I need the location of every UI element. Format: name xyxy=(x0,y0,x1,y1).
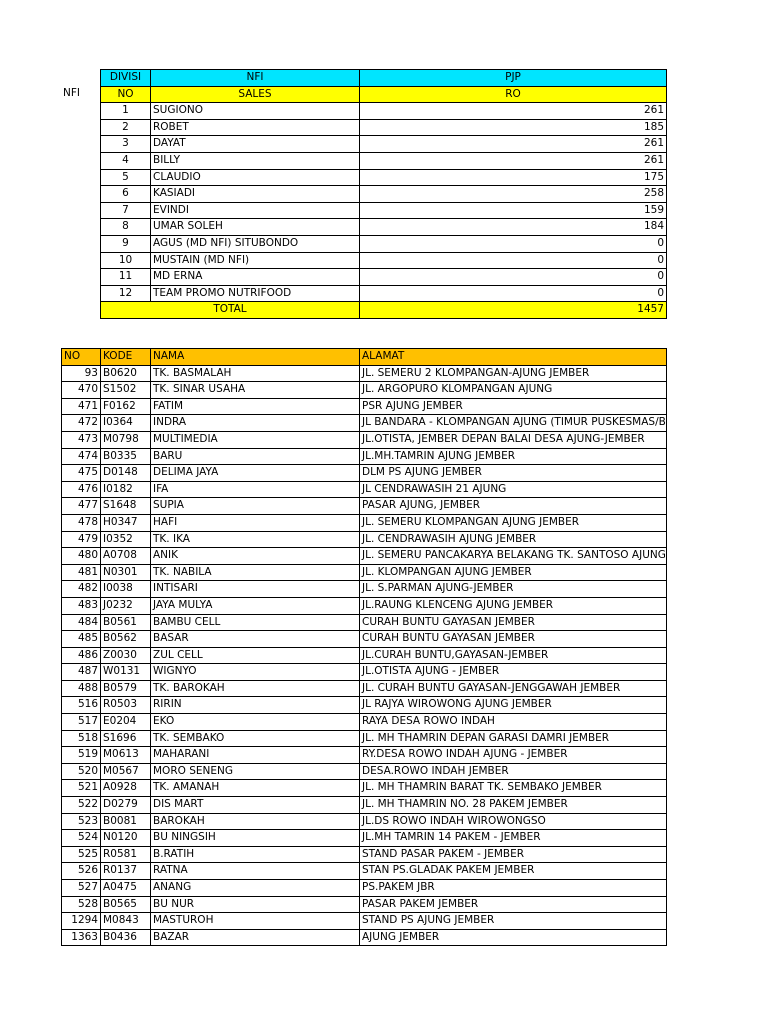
table-row xyxy=(62,564,667,581)
header-no: NO xyxy=(101,86,151,103)
outlet-kode-cell: D0279 xyxy=(101,797,151,814)
sales-no-cell: 5 xyxy=(101,169,151,186)
outlet-alamat-cell: STAND PS AJUNG JEMBER xyxy=(360,913,667,930)
sales-ro-cell: 185 xyxy=(360,119,667,136)
sales-no-cell: 10 xyxy=(101,252,151,269)
outlet-nama-cell: DELIMA JAYA xyxy=(151,465,360,482)
outlet-nama-cell: TK. BAROKAH xyxy=(151,680,360,697)
outlet-alamat-cell: JL. MH THAMRIN BARAT TK. SEMBAKO JEMBER xyxy=(360,780,667,797)
outlet-alamat-cell: JL RAJYA WIROWONG AJUNG JEMBER xyxy=(360,697,667,714)
outlet-no-cell: 477 xyxy=(62,498,101,515)
sales-ro-cell: 261 xyxy=(360,103,667,120)
outlet-no-cell: 521 xyxy=(62,780,101,797)
table-row xyxy=(62,498,667,515)
outlet-nama-cell: BAROKAH xyxy=(151,813,360,830)
outlet-nama-cell: B.RATIH xyxy=(151,846,360,863)
outlet-kode-cell: N0120 xyxy=(101,830,151,847)
outlet-kode-cell: B0335 xyxy=(101,448,151,465)
outlet-kode-cell: H0347 xyxy=(101,514,151,531)
outlet-no-cell: 488 xyxy=(62,680,101,697)
outlet-no-cell: 476 xyxy=(62,481,101,498)
total-value: 1457 xyxy=(360,302,667,319)
sales-name-cell: DAYAT xyxy=(151,136,360,153)
sales-name-cell: CLAUDIO xyxy=(151,169,360,186)
outlet-nama-cell: SUPIA xyxy=(151,498,360,515)
table-row xyxy=(62,780,667,797)
summary-header-row-1 xyxy=(101,70,667,87)
table-row xyxy=(62,863,667,880)
outlet-no-cell: 519 xyxy=(62,747,101,764)
outlet-nama-cell: TK. IKA xyxy=(151,531,360,548)
outlet-alamat-cell: JL. ARGOPURO KLOMPANGAN AJUNG xyxy=(360,382,667,399)
outlet-kode-cell: A0708 xyxy=(101,548,151,565)
outlet-nama-cell: MORO SENENG xyxy=(151,763,360,780)
table-row xyxy=(62,747,667,764)
table-row xyxy=(101,235,667,252)
outlet-nama-cell: MULTIMEDIA xyxy=(151,431,360,448)
outlet-alamat-cell: JL.RAUNG KLENCENG AJUNG JEMBER xyxy=(360,597,667,614)
outlet-alamat-cell: JL. MH THAMRIN DEPAN GARASI DAMRI JEMBER xyxy=(360,730,667,747)
table-row xyxy=(101,169,667,186)
outlet-no-cell: 523 xyxy=(62,813,101,830)
header-nama: NAMA xyxy=(151,349,360,366)
outlet-kode-cell: B0561 xyxy=(101,614,151,631)
table-row xyxy=(62,896,667,913)
outlet-nama-cell: TK. AMANAH xyxy=(151,780,360,797)
total-row xyxy=(101,302,667,319)
outlet-alamat-cell: DESA.ROWO INDAH JEMBER xyxy=(360,763,667,780)
table-row xyxy=(62,664,667,681)
outlet-alamat-cell: JL.CURAH BUNTU,GAYASAN-JEMBER xyxy=(360,647,667,664)
outlet-nama-cell: BAZAR xyxy=(151,929,360,946)
outlet-no-cell: 526 xyxy=(62,863,101,880)
header-alamat: ALAMAT xyxy=(360,349,667,366)
outlet-kode-cell: R0581 xyxy=(101,846,151,863)
outlet-table-body xyxy=(62,349,667,946)
outlet-nama-cell: TK. SINAR USAHA xyxy=(151,382,360,399)
outlet-no-cell: 474 xyxy=(62,448,101,465)
sales-no-cell: 12 xyxy=(101,285,151,302)
table-row xyxy=(101,252,667,269)
outlet-alamat-cell: JL. CURAH BUNTU GAYASAN-JENGGAWAH JEMBER xyxy=(360,680,667,697)
outlet-no-cell: 479 xyxy=(62,531,101,548)
table-row xyxy=(62,680,667,697)
outlet-nama-cell: DIS MART xyxy=(151,797,360,814)
outlet-alamat-cell: CURAH BUNTU GAYASAN JEMBER xyxy=(360,631,667,648)
outlet-no-cell: 473 xyxy=(62,431,101,448)
outlet-nama-cell: INDRA xyxy=(151,415,360,432)
table-row xyxy=(62,548,667,565)
outlet-kode-cell: I0352 xyxy=(101,531,151,548)
outlet-no-cell: 480 xyxy=(62,548,101,565)
outlet-no-cell: 472 xyxy=(62,415,101,432)
outlet-alamat-cell: STAN PS.GLADAK PAKEM JEMBER xyxy=(360,863,667,880)
outlet-no-cell: 482 xyxy=(62,581,101,598)
sales-ro-cell: 175 xyxy=(360,169,667,186)
sales-ro-cell: 258 xyxy=(360,186,667,203)
table-row xyxy=(101,219,667,236)
outlet-alamat-cell: JL. KLOMPANGAN AJUNG JEMBER xyxy=(360,564,667,581)
outlet-nama-cell: ANIK xyxy=(151,548,360,565)
sales-name-cell: BILLY xyxy=(151,152,360,169)
outlet-nama-cell: IFA xyxy=(151,481,360,498)
table-row xyxy=(62,465,667,482)
outlet-nama-cell: MASTUROH xyxy=(151,913,360,930)
total-label: TOTAL xyxy=(101,302,360,319)
sales-name-cell: SUGIONO xyxy=(151,103,360,120)
outlet-alamat-cell: JL CENDRAWASIH 21 AJUNG xyxy=(360,481,667,498)
sales-name-cell: ROBET xyxy=(151,119,360,136)
outlet-alamat-cell: PASAR AJUNG, JEMBER xyxy=(360,498,667,515)
header-kode: KODE xyxy=(101,349,151,366)
sales-no-cell: 7 xyxy=(101,202,151,219)
sales-no-cell: 11 xyxy=(101,269,151,286)
outlet-kode-cell: J0232 xyxy=(101,597,151,614)
sales-summary-body xyxy=(101,70,667,319)
sales-name-cell: AGUS (MD NFI) SITUBONDO xyxy=(151,235,360,252)
outlet-no-cell: 520 xyxy=(62,763,101,780)
sales-name-cell: KASIADI xyxy=(151,186,360,203)
sales-no-cell: 2 xyxy=(101,119,151,136)
outlet-kode-cell: F0162 xyxy=(101,398,151,415)
outlet-no-cell: 518 xyxy=(62,730,101,747)
outlet-kode-cell: B0562 xyxy=(101,631,151,648)
outlet-alamat-cell: RAYA DESA ROWO INDAH xyxy=(360,714,667,731)
outlet-table xyxy=(61,348,667,946)
outlet-kode-cell: M0843 xyxy=(101,913,151,930)
outlet-no-cell: 484 xyxy=(62,614,101,631)
table-row xyxy=(62,714,667,731)
outlet-kode-cell: R0503 xyxy=(101,697,151,714)
sales-no-cell: 3 xyxy=(101,136,151,153)
table-row xyxy=(62,913,667,930)
outlet-alamat-cell: JL BANDARA - KLOMPANGAN AJUNG (TIMUR PUSKESMAS/B xyxy=(360,415,667,432)
outlet-alamat-cell: JL. SEMERU 2 KLOMPANGAN-AJUNG JEMBER xyxy=(360,365,667,382)
sales-ro-cell: 0 xyxy=(360,269,667,286)
sales-no-cell: 6 xyxy=(101,186,151,203)
outlet-nama-cell: TK. NABILA xyxy=(151,564,360,581)
outlet-no-cell: 516 xyxy=(62,697,101,714)
sales-name-cell: MD ERNA xyxy=(151,269,360,286)
outlet-alamat-cell: JL.OTISTA AJUNG - JEMBER xyxy=(360,664,667,681)
header-pjp: PJP xyxy=(360,70,667,87)
outlet-no-cell: 487 xyxy=(62,664,101,681)
sales-no-cell: 4 xyxy=(101,152,151,169)
outlet-alamat-cell: JL. CENDRAWASIH AJUNG JEMBER xyxy=(360,531,667,548)
outlet-nama-cell: EKO xyxy=(151,714,360,731)
outlet-kode-cell: E0204 xyxy=(101,714,151,731)
summary-header-row-2 xyxy=(101,86,667,103)
outlet-alamat-cell: JL. SEMERU KLOMPANGAN AJUNG JEMBER xyxy=(360,514,667,531)
outlet-no-cell: 1363 xyxy=(62,929,101,946)
header-sales: SALES xyxy=(151,86,360,103)
outlet-kode-cell: W0131 xyxy=(101,664,151,681)
outlet-nama-cell: RIRIN xyxy=(151,697,360,714)
outlet-nama-cell: JAYA MULYA xyxy=(151,597,360,614)
outlet-kode-cell: Z0030 xyxy=(101,647,151,664)
sales-ro-cell: 261 xyxy=(360,152,667,169)
table-row xyxy=(101,285,667,302)
sales-name-cell: EVINDI xyxy=(151,202,360,219)
header-divisi: DIVISI xyxy=(101,70,151,87)
outlet-kode-cell: R0137 xyxy=(101,863,151,880)
outlet-alamat-cell: CURAH BUNTU GAYASAN JEMBER xyxy=(360,614,667,631)
outlet-kode-cell: I0364 xyxy=(101,415,151,432)
outlet-kode-cell: M0613 xyxy=(101,747,151,764)
outlet-header-row xyxy=(62,349,667,366)
outlet-kode-cell: I0182 xyxy=(101,481,151,498)
table-row xyxy=(101,152,667,169)
outlet-nama-cell: TK. BASMALAH xyxy=(151,365,360,382)
sales-no-cell: 8 xyxy=(101,219,151,236)
outlet-alamat-cell: PSR AJUNG JEMBER xyxy=(360,398,667,415)
outlet-alamat-cell: PASAR PAKEM JEMBER xyxy=(360,896,667,913)
outlet-nama-cell: TK. SEMBAKO xyxy=(151,730,360,747)
sales-no-cell: 9 xyxy=(101,235,151,252)
table-row xyxy=(62,647,667,664)
table-row xyxy=(62,880,667,897)
outlet-alamat-cell: DLM PS AJUNG JEMBER xyxy=(360,465,667,482)
table-row xyxy=(62,697,667,714)
table-row xyxy=(62,730,667,747)
outlet-kode-cell: B0436 xyxy=(101,929,151,946)
sales-name-cell: MUSTAIN (MD NFI) xyxy=(151,252,360,269)
outlet-kode-cell: S1502 xyxy=(101,382,151,399)
table-row xyxy=(62,597,667,614)
table-row xyxy=(101,136,667,153)
sales-summary-table xyxy=(100,69,667,319)
outlet-kode-cell: D0148 xyxy=(101,465,151,482)
division-side-label: NFI xyxy=(63,87,80,99)
outlet-nama-cell: BASAR xyxy=(151,631,360,648)
outlet-nama-cell: BU NINGSIH xyxy=(151,830,360,847)
table-row xyxy=(62,631,667,648)
outlet-kode-cell: A0475 xyxy=(101,880,151,897)
table-row xyxy=(62,481,667,498)
outlet-no-cell: 478 xyxy=(62,514,101,531)
outlet-alamat-cell: JL.MH TAMRIN 14 PAKEM - JEMBER xyxy=(360,830,667,847)
table-row xyxy=(62,929,667,946)
outlet-kode-cell: M0567 xyxy=(101,763,151,780)
table-row xyxy=(101,103,667,120)
table-row xyxy=(62,398,667,415)
outlet-no-cell: 524 xyxy=(62,830,101,847)
table-row xyxy=(62,797,667,814)
table-row xyxy=(62,365,667,382)
table-row xyxy=(62,846,667,863)
outlet-alamat-cell: JL.DS ROWO INDAH WIROWONGSO xyxy=(360,813,667,830)
sales-name-cell: UMAR SOLEH xyxy=(151,219,360,236)
outlet-no-cell: 517 xyxy=(62,714,101,731)
outlet-kode-cell: B0081 xyxy=(101,813,151,830)
sales-ro-cell: 0 xyxy=(360,235,667,252)
outlet-nama-cell: ANANG xyxy=(151,880,360,897)
outlet-no-cell: 485 xyxy=(62,631,101,648)
outlet-kode-cell: B0579 xyxy=(101,680,151,697)
table-row xyxy=(62,830,667,847)
outlet-alamat-cell: RY.DESA ROWO INDAH AJUNG - JEMBER xyxy=(360,747,667,764)
table-row xyxy=(101,119,667,136)
table-row xyxy=(62,448,667,465)
outlet-no-cell: 1294 xyxy=(62,913,101,930)
outlet-alamat-cell: JL.OTISTA, JEMBER DEPAN BALAI DESA AJUNG-JEMBER xyxy=(360,431,667,448)
table-row xyxy=(62,514,667,531)
outlet-kode-cell: B0620 xyxy=(101,365,151,382)
table-row xyxy=(62,581,667,598)
outlet-nama-cell: WIGNYO xyxy=(151,664,360,681)
outlet-nama-cell: INTISARI xyxy=(151,581,360,598)
table-row xyxy=(101,269,667,286)
outlet-no-cell: 475 xyxy=(62,465,101,482)
outlet-nama-cell: BU NUR xyxy=(151,896,360,913)
outlet-no-cell: 471 xyxy=(62,398,101,415)
outlet-no-cell: 470 xyxy=(62,382,101,399)
outlet-nama-cell: BAMBU CELL xyxy=(151,614,360,631)
outlet-alamat-cell: PS.PAKEM JBR xyxy=(360,880,667,897)
sales-ro-cell: 0 xyxy=(360,252,667,269)
sales-ro-cell: 0 xyxy=(360,285,667,302)
outlet-alamat-cell: JL. SEMERU PANCAKARYA BELAKANG TK. SANTOSO AJUNG xyxy=(360,548,667,565)
outlet-nama-cell: FATIM xyxy=(151,398,360,415)
table-row xyxy=(62,813,667,830)
outlet-nama-cell: RATNA xyxy=(151,863,360,880)
outlet-kode-cell: I0038 xyxy=(101,581,151,598)
table-row xyxy=(62,531,667,548)
outlet-alamat-cell: AJUNG JEMBER xyxy=(360,929,667,946)
outlet-no-cell: 481 xyxy=(62,564,101,581)
outlet-kode-cell: S1648 xyxy=(101,498,151,515)
outlet-no-cell: 528 xyxy=(62,896,101,913)
outlet-nama-cell: BARU xyxy=(151,448,360,465)
outlet-kode-cell: N0301 xyxy=(101,564,151,581)
sales-name-cell: TEAM PROMO NUTRIFOOD xyxy=(151,285,360,302)
outlet-no-cell: 486 xyxy=(62,647,101,664)
outlet-nama-cell: MAHARANI xyxy=(151,747,360,764)
outlet-nama-cell: HAFI xyxy=(151,514,360,531)
outlet-alamat-cell: STAND PASAR PAKEM - JEMBER xyxy=(360,846,667,863)
outlet-alamat-cell: JL.MH.TAMRIN AJUNG JEMBER xyxy=(360,448,667,465)
outlet-kode-cell: A0928 xyxy=(101,780,151,797)
table-row xyxy=(62,431,667,448)
header-outlet-no: NO xyxy=(62,349,101,366)
outlet-kode-cell: B0565 xyxy=(101,896,151,913)
sales-no-cell: 1 xyxy=(101,103,151,120)
outlet-no-cell: 483 xyxy=(62,597,101,614)
outlet-alamat-cell: JL. S.PARMAN AJUNG-JEMBER xyxy=(360,581,667,598)
sales-ro-cell: 261 xyxy=(360,136,667,153)
outlet-no-cell: 525 xyxy=(62,846,101,863)
outlet-no-cell: 93 xyxy=(62,365,101,382)
table-row xyxy=(101,202,667,219)
table-row xyxy=(62,382,667,399)
header-nfi: NFI xyxy=(151,70,360,87)
outlet-no-cell: 527 xyxy=(62,880,101,897)
table-row xyxy=(62,614,667,631)
outlet-kode-cell: M0798 xyxy=(101,431,151,448)
sales-ro-cell: 184 xyxy=(360,219,667,236)
outlet-kode-cell: S1696 xyxy=(101,730,151,747)
table-row xyxy=(101,186,667,203)
table-row xyxy=(62,415,667,432)
sales-ro-cell: 159 xyxy=(360,202,667,219)
table-row xyxy=(62,763,667,780)
header-ro: RO xyxy=(360,86,667,103)
outlet-no-cell: 522 xyxy=(62,797,101,814)
outlet-nama-cell: ZUL CELL xyxy=(151,647,360,664)
outlet-alamat-cell: JL. MH THAMRIN NO. 28 PAKEM JEMBER xyxy=(360,797,667,814)
